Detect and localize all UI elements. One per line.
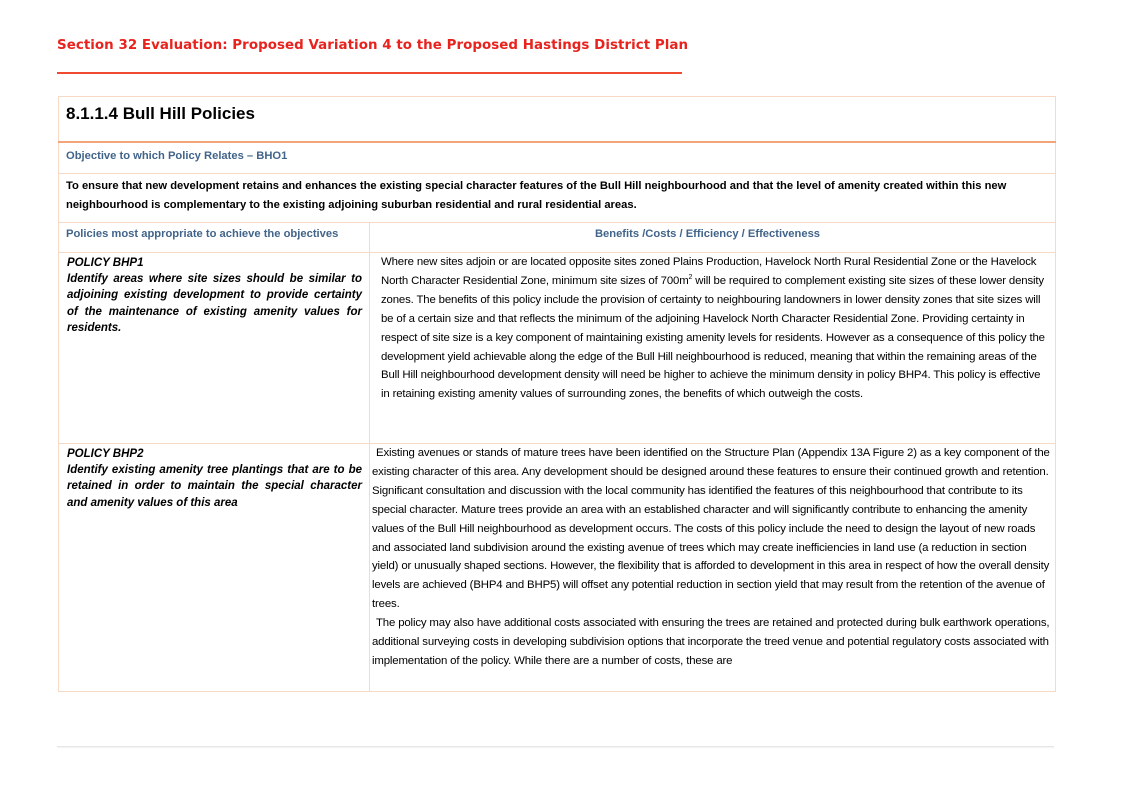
section-title: 8.1.1.4 Bull Hill Policies xyxy=(66,104,255,123)
evaluation-text-continued: will be required to complement existing site sizes of these lower density zones. The benefits of this policy include the provision of certainty to neighbouring landowners in lower density zones that site sizes will be of a certain size and that reflects the minimum of the adjoining Havelock North Character Residential Zone. Providing certainty in respect of site size is a key component of maintaining existing amenity levels for residents. However as a consequence of this policy the development yield achievable along the edge of the Bull Hill neighbourhood is reduced, meaning that within the remaining areas of the Bull Hill neighbourhood development density will need be higher to achieve the minimum density in policy BHP4. This policy is effective in retaining existing amenity values of surrounding zones, the benefits of which outweigh the costs. xyxy=(381,274,1045,401)
page-header xyxy=(57,38,689,53)
policy-description: Identify existing amenity tree plantings that are to be retained in order to maintain the special character and amenity values of this area xyxy=(67,464,362,509)
column-header-row xyxy=(59,223,1056,253)
evaluation-text: Where new sites adjoin or are located opposite sites zoned Plains Production, Havelock North Rural Residential Zone or the Havelock North Character Residential Zone, minimum site sizes of 700m xyxy=(381,256,1037,287)
column-header-policies: Policies most appropriate to achieve the objectives xyxy=(66,228,339,240)
table-row xyxy=(59,444,1056,692)
policy-evaluation xyxy=(381,253,1050,404)
superscript: 2 xyxy=(688,274,693,282)
objective-label: Objective to which Policy Relates – BHO1 xyxy=(66,150,288,162)
policy-evaluation-paragraph-2 xyxy=(372,614,1050,671)
objective-text-row xyxy=(59,174,1056,223)
policy-id: POLICY BHP1 xyxy=(67,257,144,269)
column-header-evaluation: Benefits /Costs / Efficiency / Effectiveness xyxy=(594,228,821,240)
table-row xyxy=(59,253,1056,444)
policy-id: POLICY BHP2 xyxy=(67,448,144,460)
footer-divider xyxy=(57,746,1054,747)
document-title: Section 32 Evaluation: Proposed Variation 4 to the Proposed Hastings District Plan xyxy=(57,38,689,53)
header-divider xyxy=(57,72,682,74)
objective-text: To ensure that new development retains and enhances the existing special character features of the Bull Hill neighbourhood and that the level of amenity created within this new neighbourhood is complementary to the existing adjoining suburban residential and rural residential areas. xyxy=(66,180,1007,211)
policy-evaluation-table xyxy=(58,96,1056,692)
evaluation-text: The policy may also have additional costs associated with ensuring the trees are retained and protected during bulk earthwork operations, additional surveying costs in developing subdivision options that incorporate the treed venue and potential regulatory costs associated with implementation of the policy. While there are a number of costs, these are xyxy=(372,617,1050,667)
section-title-row xyxy=(59,97,1056,143)
objective-label-row xyxy=(59,142,1056,174)
policy-evaluation-paragraph-1 xyxy=(372,444,1050,614)
evaluation-text: Existing avenues or stands of mature trees have been identified on the Structure Plan (Appendix 13A Figure 2) as a key component of the existing character of this area. Any development should be designed around these features to ensure their continued growth and retention. Significant consultation and discussion with the local community has identified the features of this neighbourhood that contribute to its special character. Mature trees provide an area with an established character and will significantly contribute to enhancing the amenity values of the Bull Hill neighbourhood as development occurs. The costs of this policy include the need to design the layout of new roads and associated land subdivision around the existing avenue of trees which may create inefficiencies in land use (a reduction in section yield) or unusually shaped sections. However, the flexibility that is afforded to development in this area in respect of how the overall density levels are achieved (BHP4 and BHP5) will offset any potential reduction in section yield that may result from the retention of the avenue of trees. xyxy=(372,447,1050,611)
policy-description: Identify areas where site sizes should be similar to adjoining existing development to provide certainty of the maintenance of existing amenity values for residents. xyxy=(67,273,362,334)
